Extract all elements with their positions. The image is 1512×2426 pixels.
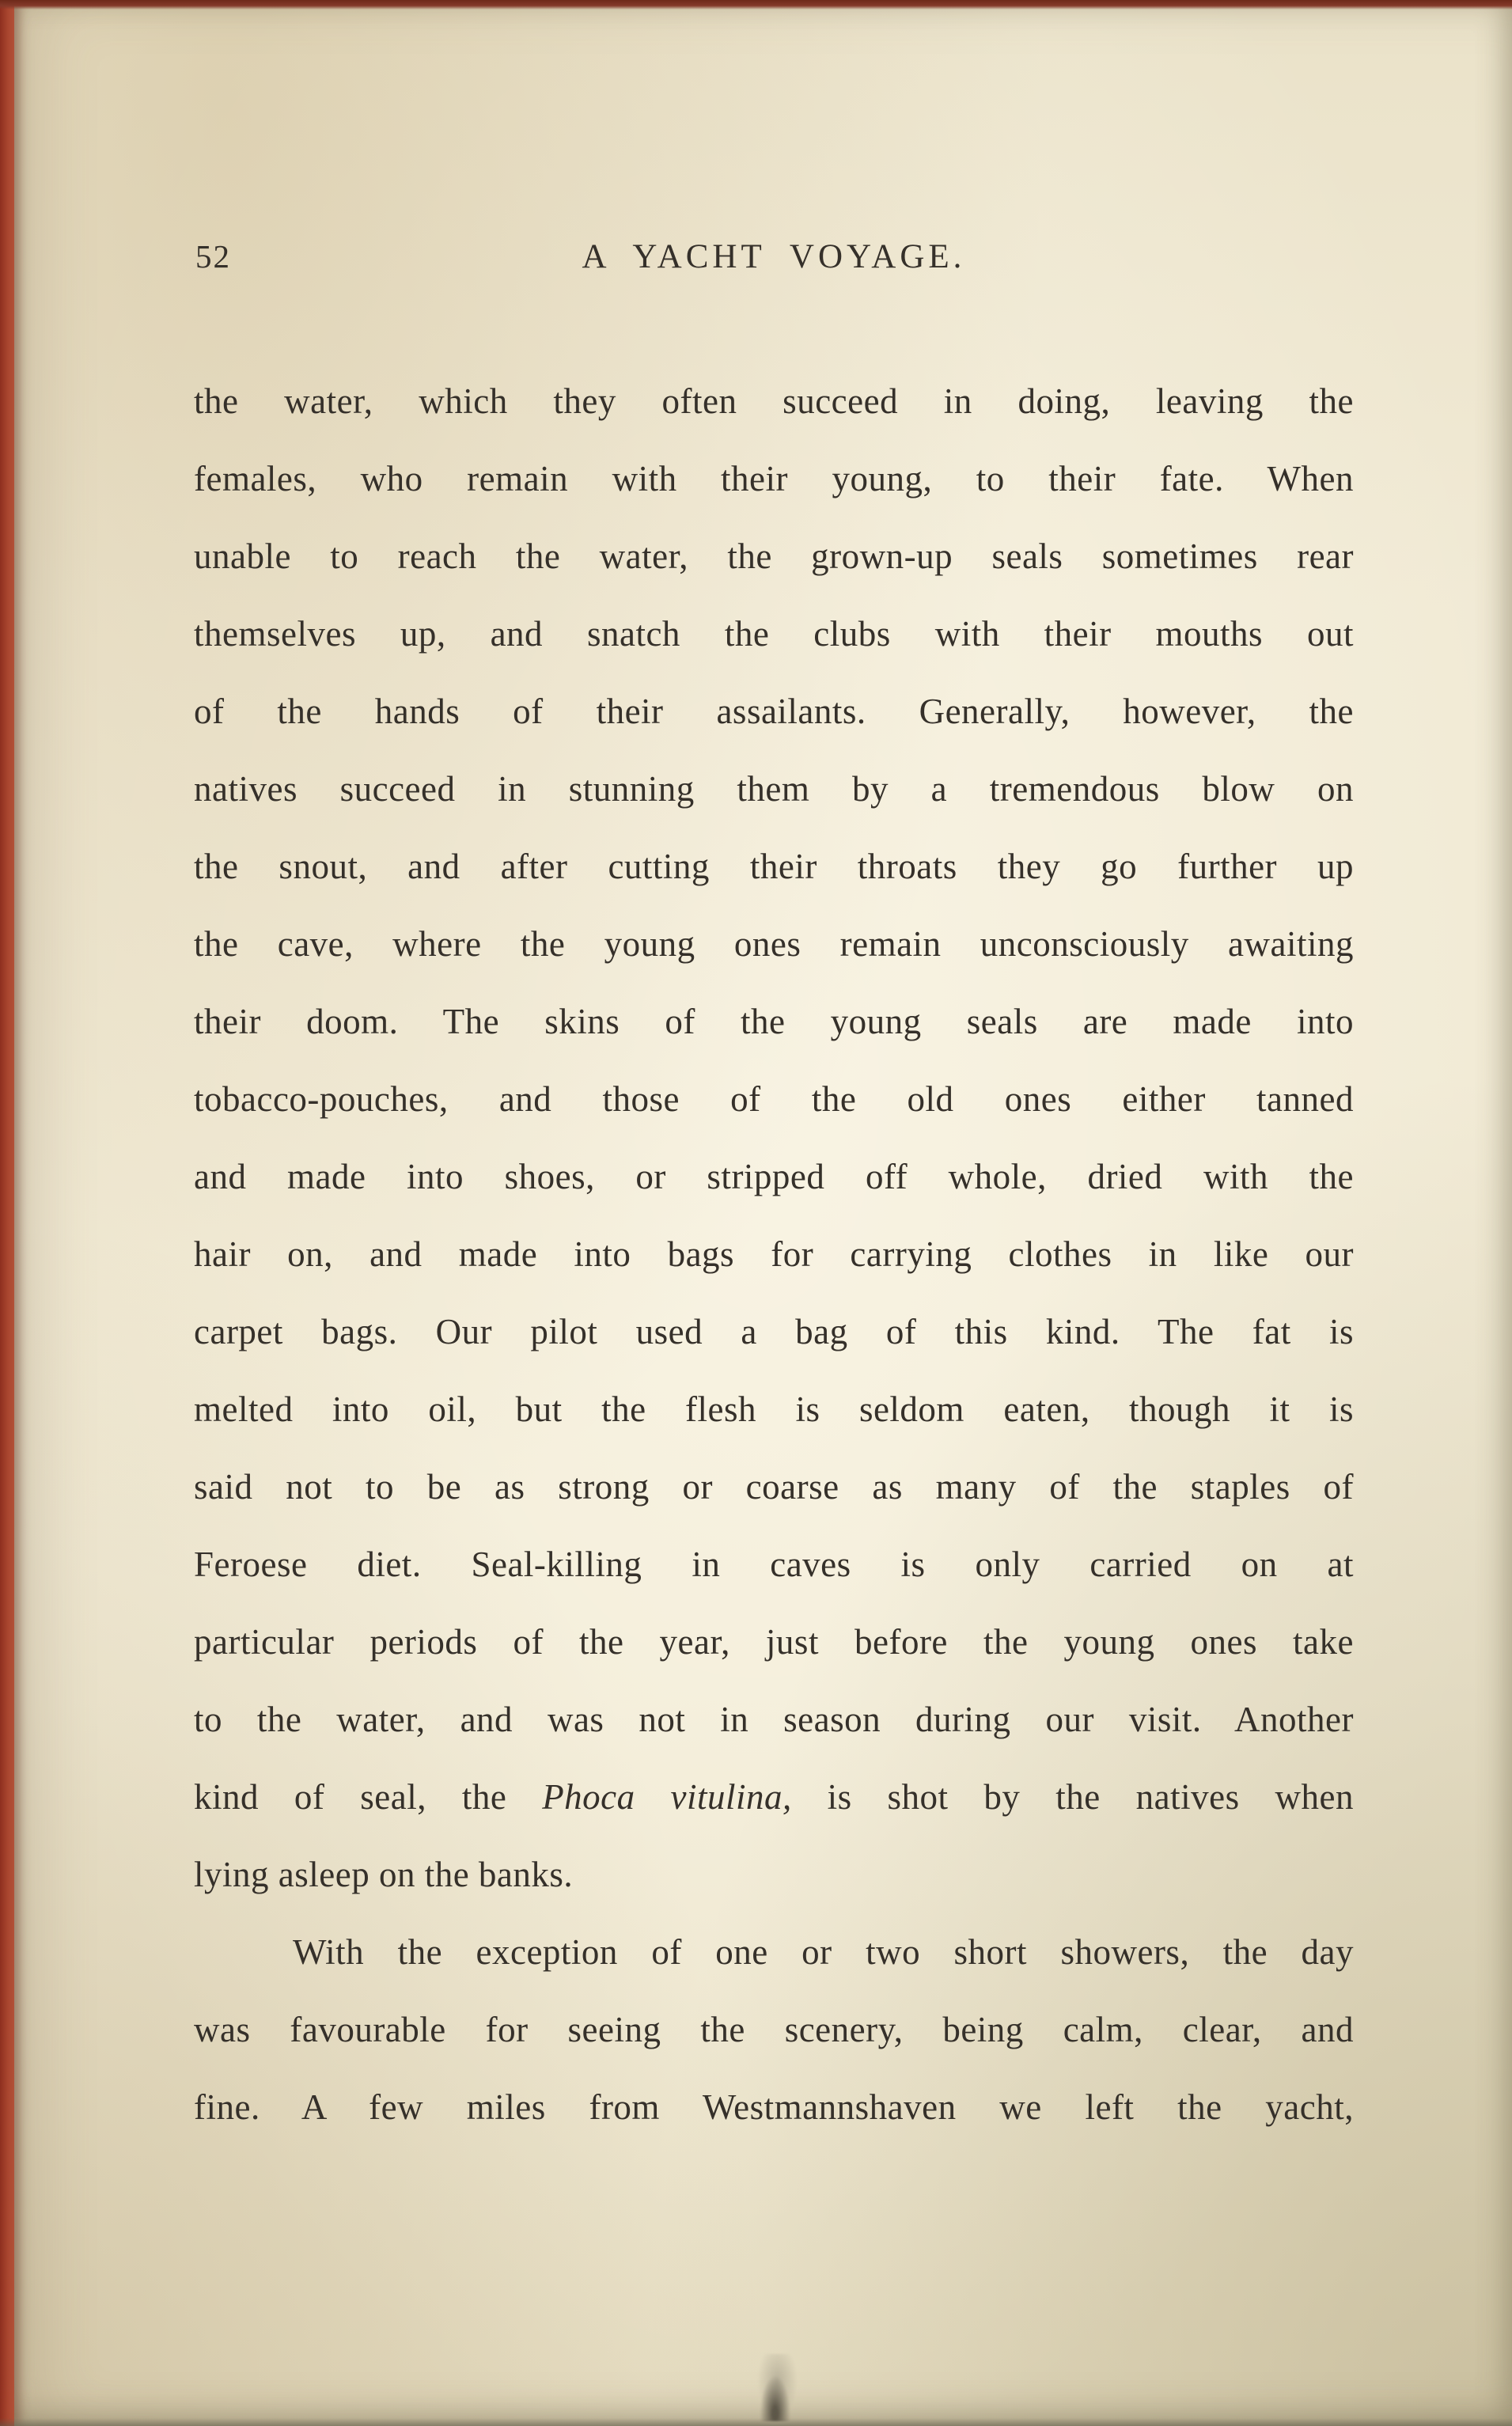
- text-segment: Feroese diet. Seal-killing in caves is only carried on at: [194, 1545, 1354, 1584]
- text-segment: themselves up, and snatch the clubs with their mouths out: [194, 614, 1354, 654]
- text-segment: the water, which they often succeed in doing, leaving the: [194, 381, 1354, 421]
- text-line: [194, 1448, 1354, 1526]
- text-segment: kind of seal, the: [194, 1777, 543, 1817]
- text-line: [194, 2068, 1354, 2146]
- running-head: A YACHT VOYAGE.: [582, 238, 966, 275]
- text-segment: With the exception of one or two short showers, the day: [293, 1932, 1354, 1972]
- text-line: [194, 1293, 1354, 1370]
- text-line: [194, 1991, 1354, 2068]
- book-edge-top: [0, 0, 1512, 9]
- text-segment: lying asleep on the banks.: [194, 1855, 574, 1894]
- paragraph: [194, 1913, 1354, 2146]
- text-segment: the cave, where the young ones remain unconsciously awaiting: [194, 924, 1354, 964]
- text-line: [194, 1526, 1354, 1603]
- text-segment: fine. A few miles from Westmannshaven we left the yacht,: [194, 2087, 1354, 2127]
- ink-smudge: [756, 2354, 799, 2421]
- text-segment: carpet bags. Our pilot used a bag of this kind. The fat is: [194, 1312, 1354, 1351]
- page-header: [194, 237, 1354, 279]
- text-segment: was favourable for seeing the scenery, being calm, clear, and: [194, 2010, 1354, 2049]
- text-segment: and made into shoes, or stripped off whole, dried with the: [194, 1157, 1354, 1196]
- text-line: [194, 440, 1354, 517]
- text-line: [194, 1836, 1354, 1913]
- text-segment: melted into oil, but the flesh is seldom eaten, though it is: [194, 1389, 1354, 1429]
- text-segment: the snout, and after cutting their throats they go further up: [194, 847, 1354, 886]
- text-line: [194, 595, 1354, 673]
- text-segment: particular periods of the year, just before the young ones take: [194, 1622, 1354, 1662]
- text-segment: to the water, and was not in season during our visit. Another: [194, 1700, 1354, 1739]
- text-line: [194, 1060, 1354, 1138]
- text-line: [194, 1603, 1354, 1681]
- text-line: [194, 983, 1354, 1060]
- text-segment: their doom. The skins of the young seals are made into: [194, 1002, 1354, 1041]
- text-segment: females, who remain with their young, to their fate. When: [194, 459, 1354, 498]
- text-line: [194, 1758, 1354, 1836]
- page-content: [194, 237, 1354, 2146]
- text-segment: natives succeed in stunning them by a tremendous blow on: [194, 769, 1354, 809]
- text-line: [194, 1681, 1354, 1758]
- text-segment: hair on, and made into bags for carrying clothes in like our: [194, 1234, 1354, 1274]
- text-line: [194, 1370, 1354, 1448]
- text-line: [194, 517, 1354, 595]
- text-segment: unable to reach the water, the grown-up seals sometimes rear: [194, 536, 1354, 576]
- text-line: [194, 828, 1354, 905]
- text-segment: of the hands of their assailants. Generally, however, the: [194, 692, 1354, 731]
- book-edge-left: [0, 0, 14, 2426]
- text-line: [194, 362, 1354, 440]
- scan-edge-bottom: [0, 2418, 1512, 2426]
- text-line: [194, 905, 1354, 983]
- text-line: [194, 1913, 1354, 1991]
- text-segment: tobacco-pouches, and those of the old ones either tanned: [194, 1079, 1354, 1119]
- text-line: [194, 673, 1354, 750]
- page-number: 52: [195, 238, 231, 275]
- text-segment: is shot by the natives when: [791, 1777, 1354, 1817]
- italic-species-name: Phoca vitulina,: [542, 1777, 792, 1817]
- text-line: [194, 1215, 1354, 1293]
- text-segment: said not to be as strong or coarse as many of the staples of: [194, 1467, 1354, 1507]
- text-block: [194, 362, 1354, 2146]
- text-line: [194, 750, 1354, 828]
- text-line: [194, 1138, 1354, 1215]
- paragraph: [194, 362, 1354, 1913]
